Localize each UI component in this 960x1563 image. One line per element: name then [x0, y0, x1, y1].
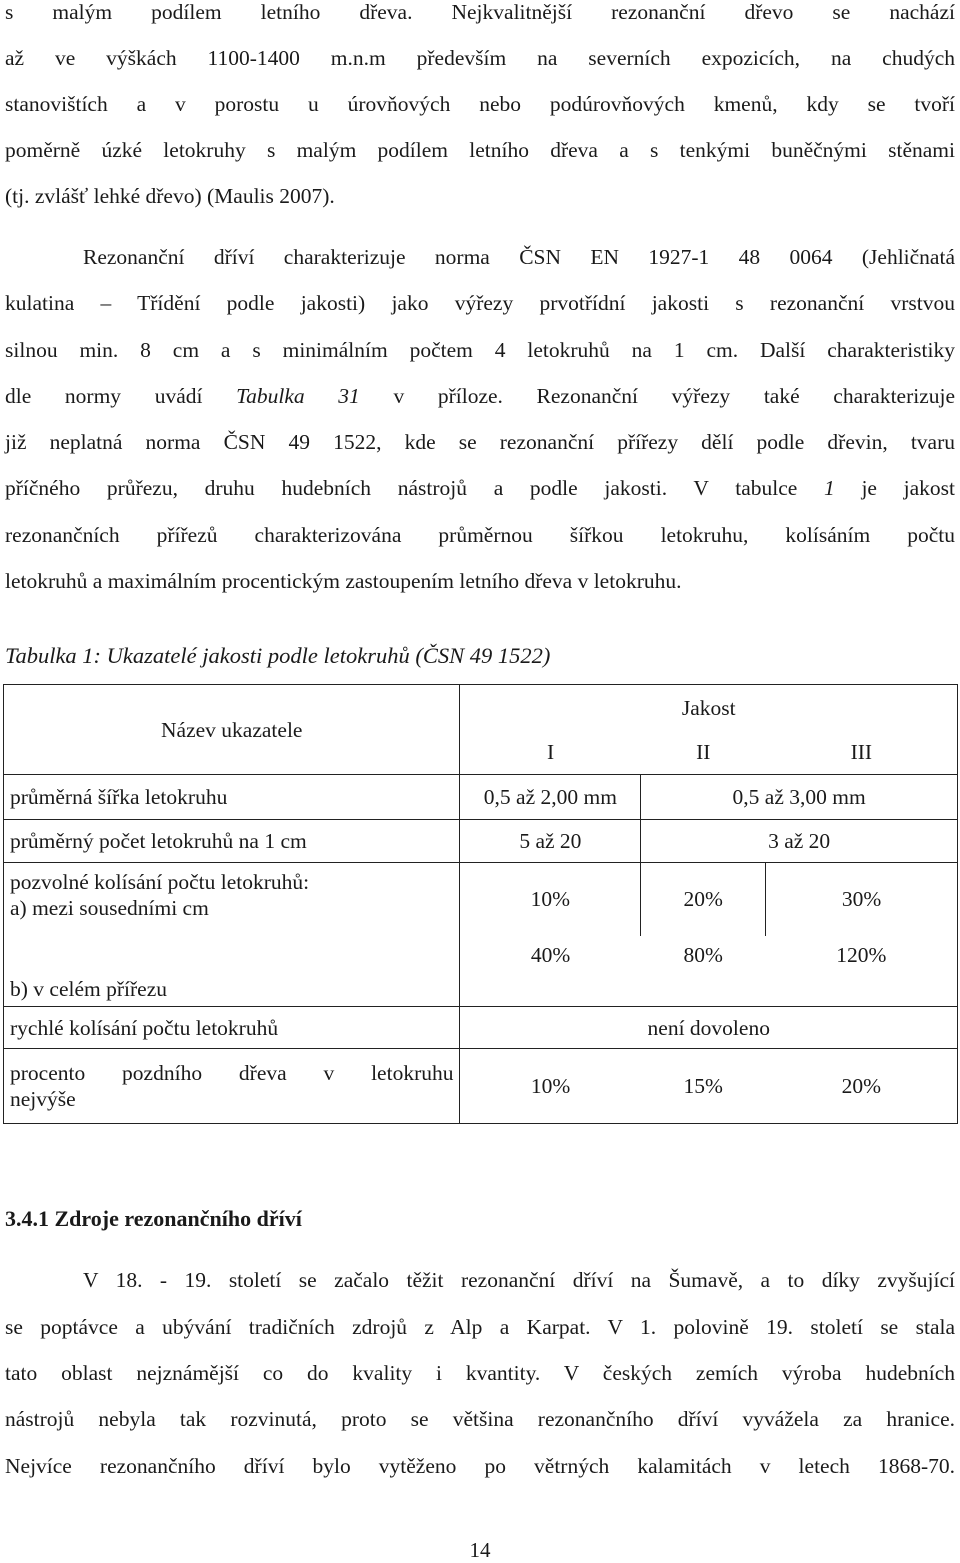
- table-cell: 120%: [766, 936, 958, 1007]
- grade-label: I: [460, 731, 641, 775]
- row-label: průměrná šířka letokruhu: [4, 775, 460, 820]
- row-label: [4, 863, 460, 936]
- table-caption: Tabulka 1: Ukazatelé jakosti podle letokruhů (ČSN 49 1522): [5, 643, 551, 668]
- paragraph-line: rezonančních přířezů charakterizována průměrnou šířkou letokruhu, kolísáním počtu: [5, 523, 955, 547]
- paragraph-line: letokruhů a maximálním procentickým zastoupením letního dřeva v letokruhu.: [5, 569, 682, 593]
- row-label-line: procento pozdního dřeva v letokruhu: [10, 1061, 454, 1085]
- paragraph-line: kulatina – Třídění podle jakosti) jako výřezy prvotřídní jakosti s rezonanční vrstvou: [5, 291, 955, 315]
- text-segment: příčného průřezu, druhu hudebních nástrojů a podle jakosti. V tabulce: [5, 476, 798, 500]
- paragraph-line: [5, 475, 955, 501]
- table-cell: 0,5 až 3,00 mm: [641, 775, 958, 820]
- paragraph-line: až ve výškách 1100-1400 m.n.m především na severních expozicích, na chudých: [5, 46, 955, 70]
- text-segment: dle normy uvádí: [5, 384, 203, 408]
- row-label: b) v celém přířezu: [4, 936, 460, 1007]
- paragraph-line: [5, 383, 955, 409]
- table-cell: 30%: [766, 863, 958, 936]
- row-label: rychlé kolísání počtu letokruhů: [4, 1007, 460, 1049]
- table-cell: 10%: [460, 1049, 641, 1124]
- paragraph-line: se poptávce a ubývání tradičních zdrojů z Alp a Karpat. V 1. polovině 19. století se stala: [5, 1315, 955, 1339]
- table-cell: 5 až 20: [460, 820, 641, 863]
- table-cell: 80%: [641, 936, 766, 1007]
- section-heading: 3.4.1 Zdroje rezonančního dříví: [5, 1206, 302, 1231]
- text-segment: je jakost: [861, 476, 956, 500]
- text-segment: v příloze. Rezonanční výřezy také charakterizuje: [393, 384, 956, 408]
- table-cell: není dovoleno: [460, 1007, 958, 1049]
- quality-table: [3, 684, 958, 1124]
- table-cell: 3 až 20: [641, 820, 958, 863]
- paragraph-line: tato oblast nejznámější co do kvality i kvantity. V českých zemích výroba hudebních: [5, 1361, 955, 1385]
- table-cell: 10%: [460, 863, 641, 936]
- row-label-line: a) mezi sousedními cm: [10, 896, 209, 920]
- row-label: [4, 1049, 460, 1124]
- table-cell: 0,5 až 2,00 mm: [460, 775, 641, 820]
- grade-label: III: [766, 731, 958, 775]
- paragraph-line: stanovištích a v porostu u úrovňových nebo podúrovňových kmenů, kdy se tvoří: [5, 92, 955, 116]
- page-number: 14: [469, 1538, 491, 1562]
- paragraph-line: poměrně úzké letokruhy s malým podílem letního dřeva a s tenkými buněčnými stěnami: [5, 138, 955, 162]
- table-cell: 20%: [641, 863, 766, 936]
- table-reference: 1: [824, 476, 835, 500]
- table-cell: 20%: [766, 1049, 958, 1124]
- header-quality: Jakost: [460, 685, 958, 731]
- row-label: průměrný počet letokruhů na 1 cm: [4, 820, 460, 863]
- table-cell: 40%: [460, 936, 641, 1007]
- table-cell: 15%: [641, 1049, 766, 1124]
- row-label-line: pozvolné kolísání počtu letokruhů:: [10, 870, 310, 894]
- paragraph-line: již neplatná norma ČSN 49 1522, kde se rezonanční přířezy dělí podle dřevin, tvaru: [5, 430, 955, 454]
- grade-label: II: [641, 731, 766, 775]
- paragraph-line: V 18. - 19. století se začalo těžit rezonanční dříví na Šumavě, a to díky zvyšující: [83, 1268, 955, 1292]
- paragraph-line: nástrojů nebyla tak rozvinutá, proto se většina rezonančního dříví vyvážela za hranice.: [5, 1407, 955, 1431]
- header-indicator-name: Název ukazatele: [4, 685, 460, 775]
- paragraph-line: silnou min. 8 cm a s minimálním počtem 4 letokruhů na 1 cm. Další charakteristiky: [5, 338, 955, 362]
- paragraph-line: Nejvíce rezonančního dříví bylo vytěženo po větrných kalamitách v letech 1868-70.: [5, 1454, 955, 1478]
- paragraph-line: Rezonanční dříví charakterizuje norma ČSN EN 1927-1 48 0064 (Jehličnatá: [83, 245, 955, 269]
- table-reference: Tabulka 31: [236, 384, 360, 408]
- row-label-line: nejvýše: [10, 1087, 76, 1111]
- paragraph-line: s malým podílem letního dřeva. Nejkvalitnější rezonanční dřevo se nachází: [5, 0, 955, 24]
- paragraph-line: (tj. zvlášť lehké dřevo) (Maulis 2007).: [5, 184, 335, 208]
